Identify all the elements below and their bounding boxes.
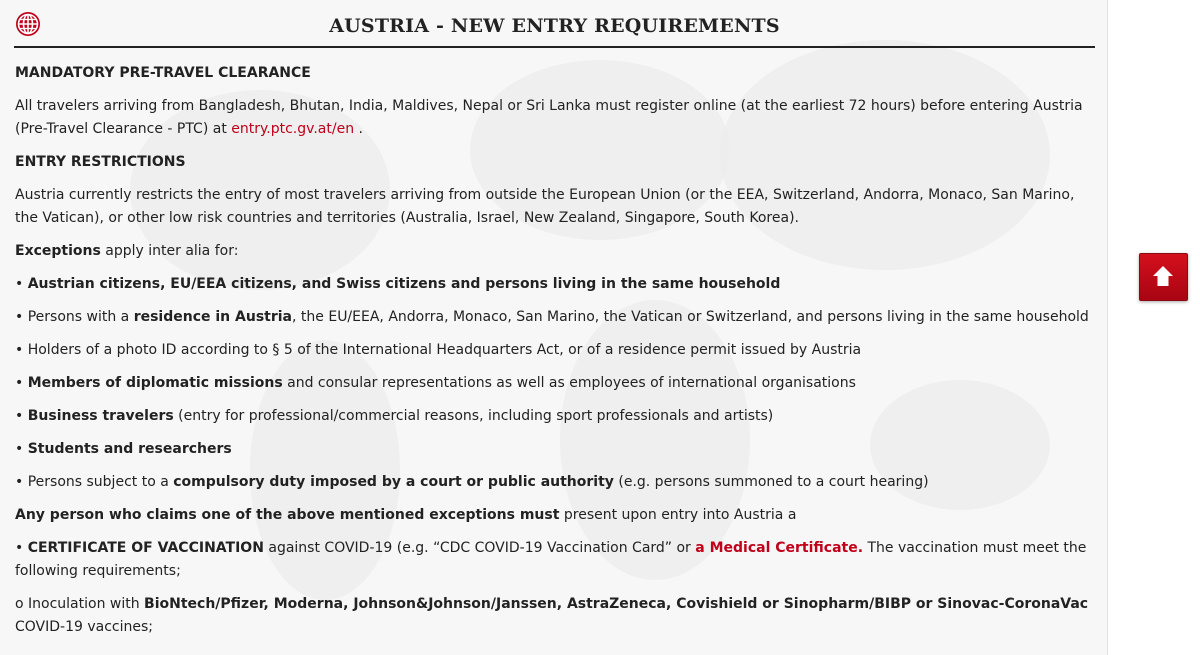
list-item <box>15 438 1095 461</box>
list-item <box>15 593 1095 639</box>
bullet: • <box>15 309 24 325</box>
scroll-to-top-button[interactable] <box>1139 253 1188 301</box>
list-item <box>15 405 1095 428</box>
ptc-paragraph <box>15 95 1095 141</box>
item-text: (entry for professional/commercial reasons, including sport professionals and artists) <box>173 408 774 424</box>
list-item <box>15 306 1095 329</box>
ptc-after: . <box>354 121 363 137</box>
bullet: • <box>15 375 24 391</box>
bullet: • <box>15 474 24 490</box>
ptc-text: All travelers arriving from Bangladesh, Bhutan, India, Maldives, Nepal or Sri Lanka must register online (at the earliest 72 hours) before entering Austria (Pre-Travel Clearance - PTC) at <box>15 98 1083 137</box>
item-bold: Students and researchers <box>27 441 232 457</box>
section-heading-ptc: MANDATORY PRE-TRAVEL CLEARANCE <box>15 65 311 81</box>
section-heading-restrictions: ENTRY RESTRICTIONS <box>15 154 186 170</box>
bullet: • <box>15 540 24 556</box>
bullet: • <box>15 441 24 457</box>
item-text: against COVID-19 (e.g. “CDC COVID-19 Vaccination Card” or <box>263 540 696 556</box>
item-bold: Business travelers <box>27 408 174 424</box>
item-bold: CERTIFICATE OF VACCINATION <box>27 540 264 556</box>
item-text: (e.g. persons summoned to a court hearing) <box>613 474 929 490</box>
item-bold: Austrian citizens, EU/EEA citizens, and Swiss citizens and persons living in the same household <box>27 276 781 292</box>
exceptions-text: apply inter alia for: <box>100 243 239 259</box>
claim-paragraph <box>15 504 1095 527</box>
item-text: Holders of a photo ID according to § 5 of the International Headquarters Act, or of a residence permit issued by Austria <box>27 342 862 358</box>
exceptions-intro <box>15 240 1095 263</box>
item-text: COVID-19 vaccines; <box>15 619 153 635</box>
list-item <box>15 273 1095 296</box>
page-header <box>14 6 1095 48</box>
list-item <box>15 471 1095 494</box>
claim-text: present upon entry into Austria a <box>559 507 797 523</box>
bullet: • <box>15 342 24 358</box>
item-text: Persons with a <box>27 309 134 325</box>
exceptions-label: Exceptions <box>15 243 101 259</box>
bullet: • <box>15 408 24 424</box>
medical-certificate-link[interactable]: a Medical Certificate. <box>695 540 864 556</box>
item-bold: BioNtech/Pfizer, Moderna, Johnson&Johnson/Janssen, AstraZeneca, Covishield or Sinopharm/BIBP or Sinovac-CoronaVac <box>144 596 1089 612</box>
item-text: , the EU/EEA, Andorra, Monaco, San Marino, the Vatican or Switzerland, and persons living in the same household <box>292 309 1089 325</box>
bullet: • <box>15 276 24 292</box>
list-item <box>15 537 1095 583</box>
claim-bold: Any person who claims one of the above mentioned exceptions must <box>15 507 560 523</box>
item-text: and consular representations as well as employees of international organisations <box>282 375 856 391</box>
item-text: Persons subject to a <box>27 474 174 490</box>
ptc-link[interactable]: entry.ptc.gv.at/en <box>231 121 355 137</box>
item-bold: residence in Austria <box>133 309 293 325</box>
page-title: AUSTRIA - NEW ENTRY REQUIREMENTS <box>329 15 780 37</box>
item-bold: compulsory duty imposed by a court or public authority <box>173 474 614 490</box>
item-text: o Inoculation with <box>15 596 145 612</box>
arrow-up-icon <box>1151 264 1175 288</box>
article-body <box>15 62 1095 649</box>
item-bold: Members of diplomatic missions <box>27 375 283 391</box>
list-item <box>15 372 1095 395</box>
list-item <box>15 339 1095 362</box>
restrictions-paragraph: Austria currently restricts the entry of most travelers arriving from outside the European Union (or the EEA, Switzerland, Andorra, Monaco, San Marino, the Vatican), or other low risk countries and territories (Australia, Israel, New Zealand, Singapore, South Korea). <box>15 187 1075 226</box>
item-text: The vaccination must meet the following requirements; <box>15 540 1087 579</box>
